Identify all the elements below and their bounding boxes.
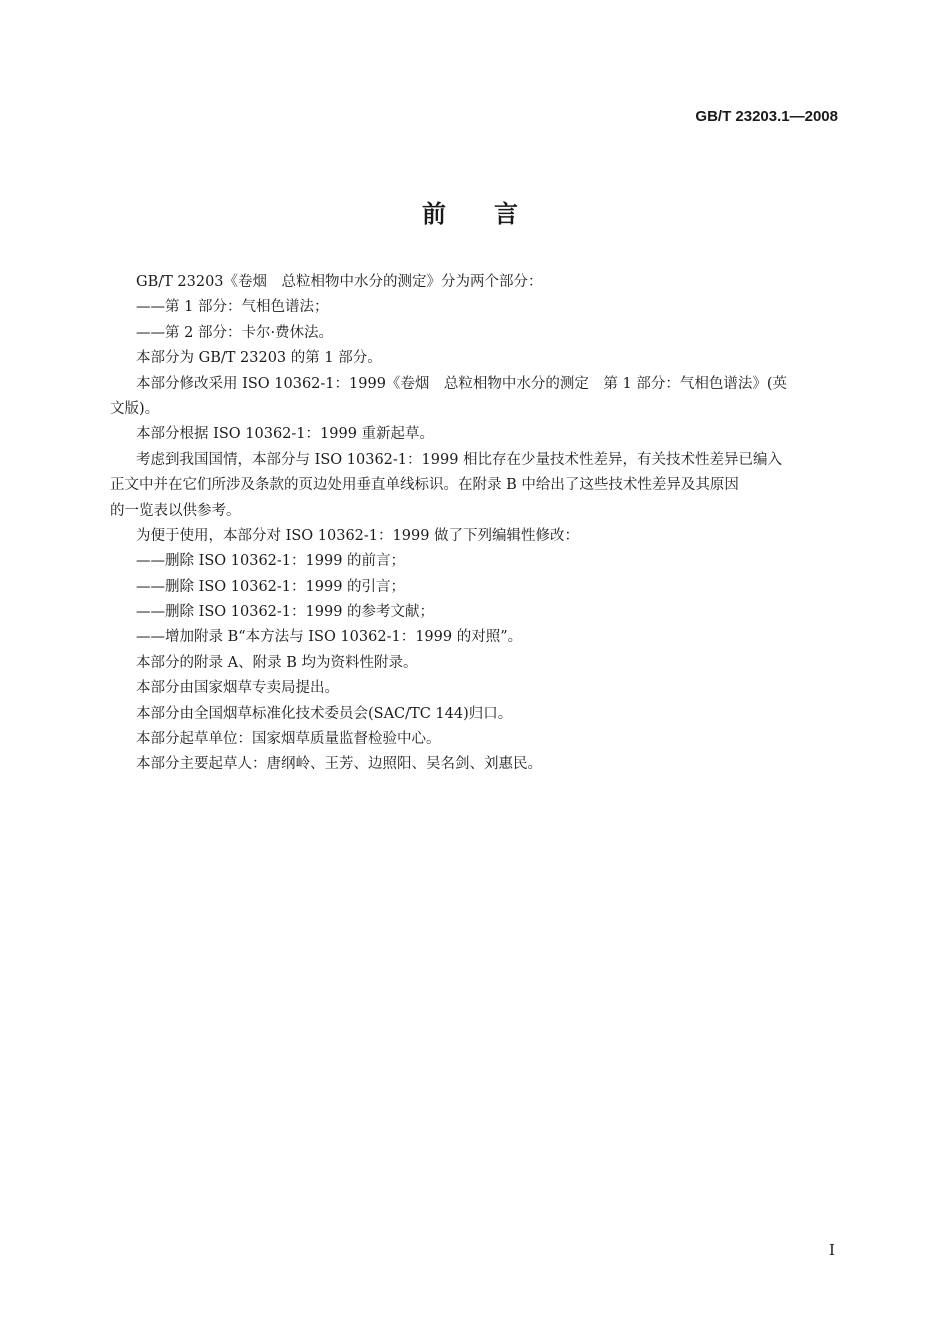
text-line: 本部分为 GB/T 23203 的第 1 部分。 <box>136 350 382 367</box>
text-line: 本部分主要起草人：唐纲岭、王芳、边照阳、吴名剑、刘惠民。 <box>136 756 542 773</box>
text-line: 的一览表以供参考。 <box>110 502 241 519</box>
text-line: ——删除 ISO 10362-1：1999 的前言； <box>136 553 406 570</box>
text-line: 本部分起草单位：国家烟草质量监督检验中心。 <box>136 731 441 748</box>
text-line: 本部分由国家烟草专卖局提出。 <box>136 680 339 697</box>
foreword-body <box>110 270 845 778</box>
text-line: 本部分的附录 A、附录 B 均为资料性附录。 <box>136 654 418 671</box>
text-line: ——删除 ISO 10362-1：1999 的引言； <box>136 578 406 595</box>
text-line: ——删除 ISO 10362-1：1999 的参考文献； <box>136 604 435 621</box>
text-line: 本部分根据 ISO 10362-1：1999 重新起草。 <box>136 426 435 443</box>
text-line: 本部分修改采用 ISO 10362-1：1999《卷烟 总粒相物中水分的测定 第 1 部分：气相色谱法》(英 <box>136 375 788 392</box>
text-line: 本部分由全国烟草标准化技术委员会(SAC/TC 144)归口。 <box>136 705 513 722</box>
text-line: 正文中并在它们所涉及条款的页边处用垂直单线标识。在附录 B 中给出了这些技术性差异及其原因 <box>110 477 739 494</box>
text-line: ——增加附录 B“本方法与 ISO 10362-1：1999 的对照”。 <box>136 629 523 646</box>
text-line: 文版)。 <box>110 400 160 417</box>
text-line: GB/T 23203《卷烟 总粒相物中水分的测定》分为两个部分： <box>136 274 543 290</box>
page-number: I <box>829 1241 835 1259</box>
standard-number: GB/T 23203.1—2008 <box>695 108 838 125</box>
text-line: 考虑到我国国情，本部分与 ISO 10362-1：1999 相比存在少量技术性差异，有关技术性差异已编入 <box>136 451 783 468</box>
text-line: 为便于使用，本部分对 ISO 10362-1：1999 做了下列编辑性修改： <box>136 527 580 544</box>
text-line: ——第 1 部分：气相色谱法； <box>136 299 329 316</box>
text-line: ——第 2 部分：卡尔·费休法。 <box>136 324 334 341</box>
page-title: 前言 <box>422 199 566 228</box>
